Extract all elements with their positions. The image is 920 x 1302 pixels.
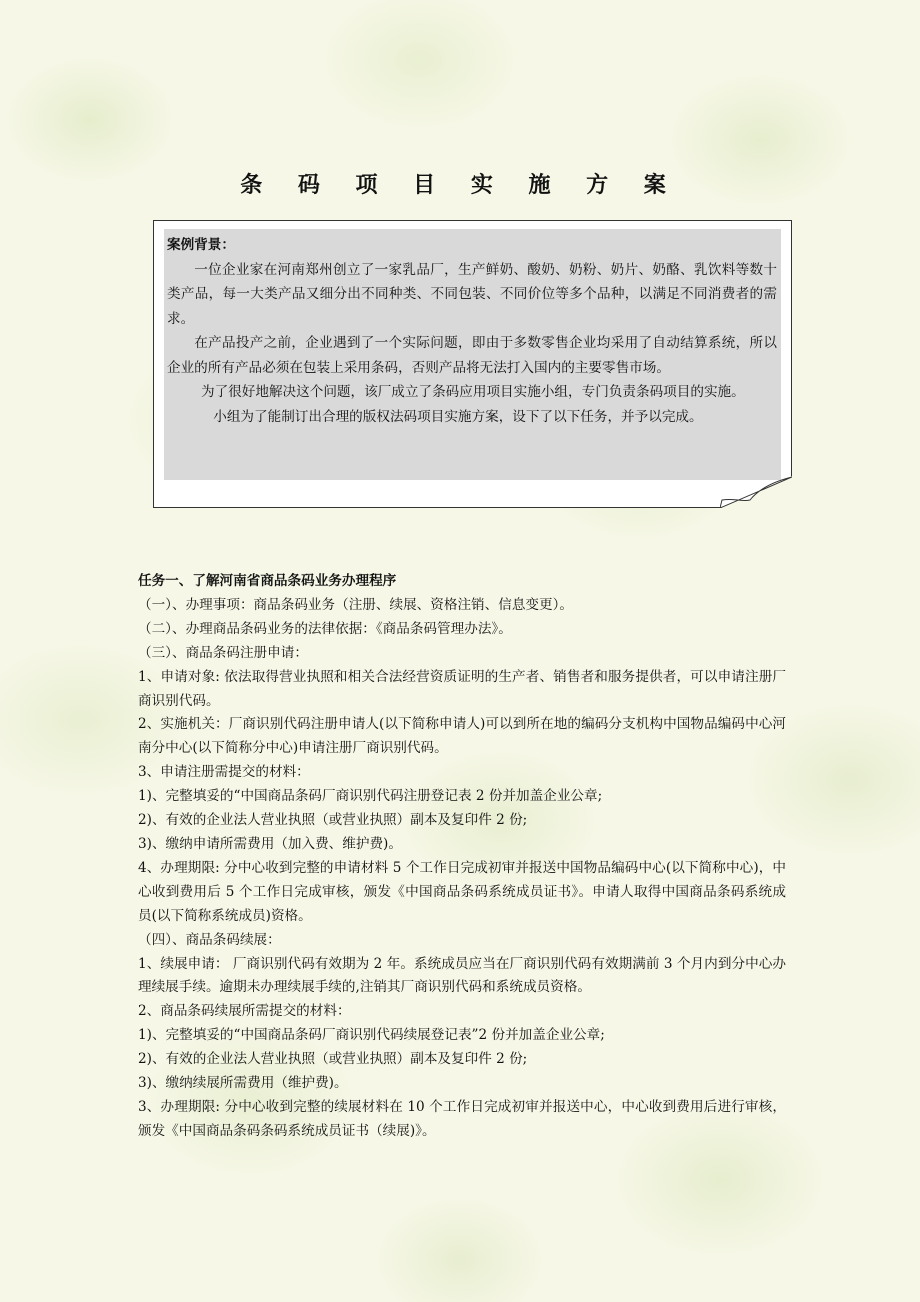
task-line: 2、商品条码续展所需提交的材料： (138, 1003, 351, 1020)
task-line: 3)、缴纳申请所需费用（加入费、维护费)。 (138, 835, 402, 852)
task-line: 4、办理期限: 分中心收到完整的申请材料 5 个工作日完成初审并报送中国物品编码中心(以下简称中心)，中心收到费用后 5 个工作日完成审核，颁发《中国商品条码系统成员证书》。申请人取得中国商品条码系统成员(以下简称系统成员)资格。 (138, 859, 786, 924)
task-line: 2)、有效的企业法人营业执照（或营业执照）副本及复印件 2 份; (138, 1051, 528, 1068)
page-fold-icon (720, 476, 792, 508)
task-title: 任务一、了解河南省商品条码业务办理程序 (138, 573, 397, 589)
task-line: 1)、完整填妥的“中国商品条码厂商识别代码续展登记表”2 份并加盖企业公章; (138, 1027, 605, 1044)
task-line: （二）、办理商品条码业务的法律依据：《商品条码管理办法》。 (138, 620, 512, 637)
case-background-box (153, 220, 792, 508)
task-line: 1)、完整填妥的“中国商品条码厂商识别代码注册登记表 2 份并加盖企业公章; (138, 788, 603, 805)
task-line: （三）、商品条码注册申请： (138, 644, 308, 661)
case-paragraph-1: 一位企业家在河南郑州创立了一家乳品厂，生产鲜奶、酸奶、奶粉、奶片、奶酪、乳饮料等数十类产品，每一大类产品又细分出不同种类、不同包装、不同价位等多个品种，以满足不同消费者的需求。 (167, 261, 777, 327)
task-line: （四）、商品条码续展： (138, 931, 281, 948)
page-title: 条 码 项 目 实 施 方 案 (240, 172, 680, 198)
task-section (138, 570, 786, 1144)
task-line: 1、申请对象: 依法取得营业执照和相关合法经营资质证明的生产者、销售者和服务提供者，可以申请注册厂商识别代码。 (138, 668, 786, 709)
task-line: 3、申请注册需提交的材料： (138, 764, 310, 781)
task-line: 2、实施机关：厂商识别代码注册申请人(以下简称申请人)可以到所在地的编码分支机构中国物品编码中心河南分中心(以下简称分中心)申请注册厂商识别代码。 (138, 716, 786, 757)
case-heading: 案例背景： (167, 237, 235, 253)
task-line: 3、办理期限: 分中心收到完整的续展材料在 10 个工作日完成初审并报送中心，中心收到费用后进行审核，颁发《中国商品条码条码系统成员证书（续展)》。 (138, 1098, 786, 1139)
case-paragraph-2: 在产品投产之前，企业遇到了一个实际问题，即由于多数零售企业均采用了自动结算系统，所以企业的所有产品必须在包装上采用条码，否则产品将无法打入国内的主要零售市场。 (167, 335, 777, 376)
task-line: （一）、办理事项：商品条码业务（注册、续展、资格注销、信息变更）。 (138, 596, 573, 613)
task-line: 2)、有效的企业法人营业执照（或营业执照）副本及复印件 2 份; (138, 812, 528, 829)
task-line: 3)、缴纳续展所需费用（维护费)。 (138, 1075, 348, 1092)
case-paragraph-3: 为了很好地解决这个问题，该厂成立了条码应用项目实施小组，专门负责条码项目的实施。 (201, 384, 745, 400)
case-paragraph-4: 小组为了能制订出合理的版权法码项目实施方案，设下了以下任务，并予以完成。 (213, 408, 703, 425)
task-line: 1、续展申请： 厂商识别代码有效期为 2 年。系统成员应当在厂商识别代码有效期满前 3 个月内到分中心办理续展手续。逾期未办理续展手续的,注销其厂商识别代码和系统成员资格。 (138, 955, 786, 996)
case-background-panel (164, 229, 781, 480)
